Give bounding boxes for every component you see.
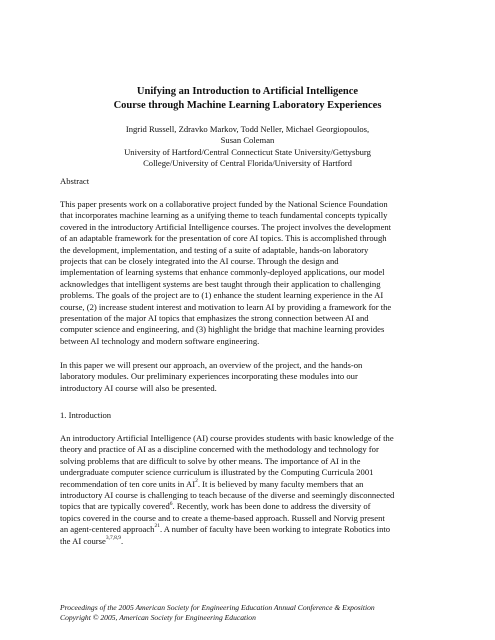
abstract-paragraph-2	[60, 360, 440, 394]
intro-line-text: the AI course	[60, 535, 106, 546]
abstract-p1-line: problems. The goals of the project are to (1) enhance the student learning experience in the AI	[60, 290, 384, 301]
abstract-p2-line: laboratory modules. Our preliminary experiences incorporating these modules into our	[60, 371, 358, 382]
affiliation-line-2: College/University of Central Florida/University of Hartford	[143, 158, 352, 169]
author-names-line-2: Susan Coleman	[220, 135, 275, 146]
abstract-p1-line: that incorporates machine learning as a unifying theme to teach fundamental concepts typically	[60, 210, 388, 221]
author-block	[0, 124, 495, 170]
abstract-p1-line: the development, implementation, and testing of a suite of adaptable, hands-on laboratory	[60, 244, 369, 255]
intro-line: theory and practice of AI as a discipline concerned with the methodology and technology for	[60, 444, 379, 455]
intro-line: solving problems that are difficult to solve by other means. The importance of AI in the	[60, 455, 361, 466]
abstract-p1-line: acknowledges that intelligent systems are best taught through their application to challenging	[60, 278, 381, 289]
abstract-p2-line: In this paper we will present our approach, an overview of the project, and the hands-on	[60, 360, 363, 370]
abstract-heading: Abstract	[60, 176, 90, 186]
introduction-paragraph	[60, 433, 440, 547]
intro-line-rest: . A number of faculty have been working to integrate Robotics into	[159, 524, 391, 535]
introduction-heading: 1. Introduction	[60, 410, 112, 420]
affiliation-line-1: University of Hartford/Central Connecticut State University/Gettysburg	[124, 146, 371, 157]
abstract-paragraph-1	[60, 199, 440, 347]
intro-line: introductory AI course is challenging to teach because of the diverse and seemingly disconnected	[60, 490, 395, 501]
abstract-p1-line: of an adaptable framework for the presentation of core AI topics. This is accomplished through	[60, 233, 387, 244]
paper-title	[0, 85, 495, 113]
abstract-p1-line: computer science and engineering, and (3) highlight the bridge that machine learning provides	[60, 324, 385, 335]
abstract-p1-line: course, (2) increase student interest and motivation to learn AI by providing a framework for the	[60, 301, 392, 312]
intro-line	[60, 524, 440, 535]
intro-line-rest: .	[120, 535, 124, 546]
intro-line	[60, 479, 440, 490]
abstract-p1-line: implementation of learning systems that enhance commonly-deployed applications, our model	[60, 267, 385, 278]
citation-superscript: 6	[169, 500, 173, 507]
title-line-2: Course through Machine Learning Laboratory Experiences	[113, 100, 382, 111]
intro-line	[60, 501, 440, 512]
abstract-p2-line: introductory AI course will also be presented.	[60, 382, 217, 393]
intro-line-text: an agent-centered approach	[60, 524, 155, 535]
intro-line	[60, 536, 440, 547]
citation-superscript: 3,7,8,9	[105, 534, 121, 541]
intro-line: topics covered in the course and to create a theme-based approach. Russell and Norvig present	[60, 512, 385, 523]
title-line-1: Unifying an Introduction to Artificial Intelligence	[136, 86, 359, 97]
abstract-p1-line: between AI technology and modern software engineering.	[60, 335, 260, 346]
intro-line: undergraduate computer science curriculum is illustrated by the Computing Curricula 2001	[60, 467, 374, 478]
author-names-line-1: Ingrid Russell, Zdravko Markov, Todd Neller, Michael Georgiopoulos,	[125, 124, 370, 134]
intro-line-rest: . Recently, work has been done to address the diversity of	[172, 501, 371, 512]
intro-line-text: topics that are typically covered	[60, 501, 170, 512]
abstract-p1-line: presentation of the major AI topics that emphasizes the strong connection between AI and	[60, 313, 369, 324]
intro-line: An introductory Artificial Intelligence (AI) course provides students with basic knowledge of the	[60, 433, 394, 443]
intro-line-text: recommendation of ten core units in AI	[60, 478, 196, 489]
footer-proceedings: Proceedings of the 2005 American Society for Engineering Education Annual Conference & Exposition	[60, 603, 375, 612]
footer-copyright: Copyright © 2005, American Society for Engineering Education	[60, 613, 256, 622]
abstract-p1-line: covered in the introductory Artificial Intelligence courses. The project involves the development	[60, 221, 392, 232]
abstract-p1-line: This paper presents work on a collaborative project funded by the National Science Foundation	[60, 199, 388, 209]
citation-superscript: 21	[154, 523, 160, 530]
intro-line-rest: . It is believed by many faculty members that an	[197, 478, 364, 489]
citation-superscript: 2	[195, 477, 198, 484]
abstract-p1-line: projects that can be closely integrated into the AI course. Through the design and	[60, 256, 339, 267]
page-footer	[60, 603, 440, 623]
